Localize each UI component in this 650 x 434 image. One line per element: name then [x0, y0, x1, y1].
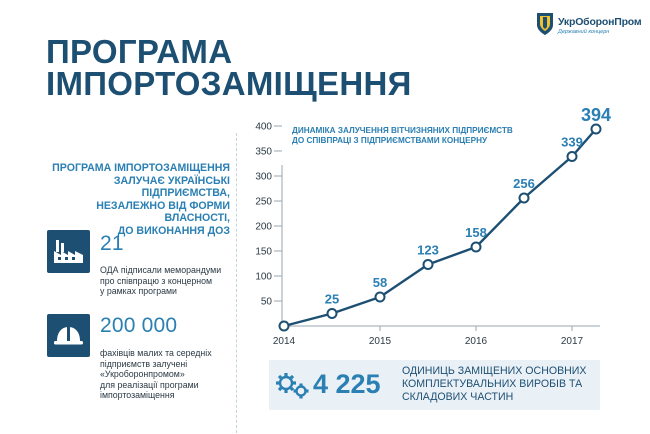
data-point	[592, 125, 601, 134]
data-label: 123	[417, 242, 439, 258]
data-point	[472, 243, 481, 252]
stat-value: 200 000	[100, 314, 178, 337]
banner-description-line: ОДИНИЦЬ ЗАМІЩЕНИХ ОСНОВНИХ	[402, 365, 587, 377]
data-label: 158	[465, 225, 487, 240]
brand-subtitle: Державний концерн	[558, 29, 610, 35]
page-title-line: ПРОГРАМА	[46, 33, 233, 70]
stat-description-line: для реалізації програми	[100, 379, 199, 390]
y-tick-label: 50	[260, 296, 272, 308]
stat-description-line: імпортозаміщення	[100, 390, 175, 400]
banner-description-line: СКЛАДОВИХ ЧАСТИН	[402, 391, 514, 404]
data-label: 256	[513, 176, 535, 191]
banner-description-line: КОМПЛЕКТУВАЛЬНИХ ВИРОБІВ ТА	[402, 378, 583, 391]
x-tick-label: 2016	[464, 336, 488, 347]
y-tick-label: 200	[255, 221, 272, 233]
stat-description-line: «Укроборонпромом»	[100, 369, 185, 379]
stat-description-line: у рамках програми	[100, 286, 177, 296]
data-point	[424, 260, 433, 269]
intro-line: НЕЗАЛЕЖНО ВІД ФОРМИ ВЛАСНОСТІ,	[96, 199, 230, 224]
banner-value: 4 225	[313, 369, 381, 399]
brand-name: УкрОборонПром	[558, 16, 642, 28]
x-tick-label: 2017	[560, 336, 584, 347]
data-label: 394	[580, 105, 612, 125]
stat-description-line: підприємств залучені	[100, 358, 188, 369]
stat-description-line: ОДА підписали меморандуми	[100, 265, 222, 275]
x-tick-label: 2014	[272, 336, 296, 347]
stat-value: 21	[100, 232, 124, 255]
x-tick-label: 2015	[368, 336, 392, 347]
gears-icon	[273, 370, 313, 402]
y-tick-label: 300	[255, 171, 272, 183]
chart-title-line: ДО СПІВПРАЦІ З ПІДПРИЄМСТВАМИ КОНЦЕРНУ	[292, 136, 488, 146]
data-point	[280, 322, 289, 331]
intro-line: ДО ВИКОНАННЯ ДОЗ	[117, 224, 230, 237]
y-tick-label: 400	[255, 121, 272, 133]
y-tick-label: 250	[255, 196, 272, 208]
data-label: 339	[561, 134, 583, 150]
stat-description-line: фахівців малих та середніх	[100, 348, 212, 358]
data-point	[520, 194, 529, 203]
banner-description	[402, 365, 597, 405]
intro-line: ПРОГРАМА ІМПОРТОЗАМІЩЕННЯ	[52, 162, 230, 174]
intro-line: ЗАЛУЧАЄ УКРАЇНСЬКІ ПІДПРИЄМСТВА,	[113, 174, 230, 199]
stat-description-line: про співпрацю з концерном	[100, 275, 213, 286]
page-title-line: ІМПОРТОЗАМІЩЕННЯ	[46, 65, 412, 102]
data-point	[376, 293, 385, 302]
y-tick-label: 100	[255, 271, 272, 283]
summary-banner	[269, 360, 600, 410]
y-tick-label: 350	[255, 146, 272, 158]
data-point	[568, 152, 577, 161]
y-tick-label: 150	[255, 246, 272, 258]
data-point	[328, 309, 337, 318]
data-label: 25	[324, 291, 340, 307]
chart-title-line: ДИНАМІКА ЗАЛУЧЕННЯ ВІТЧИЗНЯНИХ ПІДПРИЄМСТВ	[292, 126, 513, 135]
data-label: 58	[372, 275, 388, 290]
